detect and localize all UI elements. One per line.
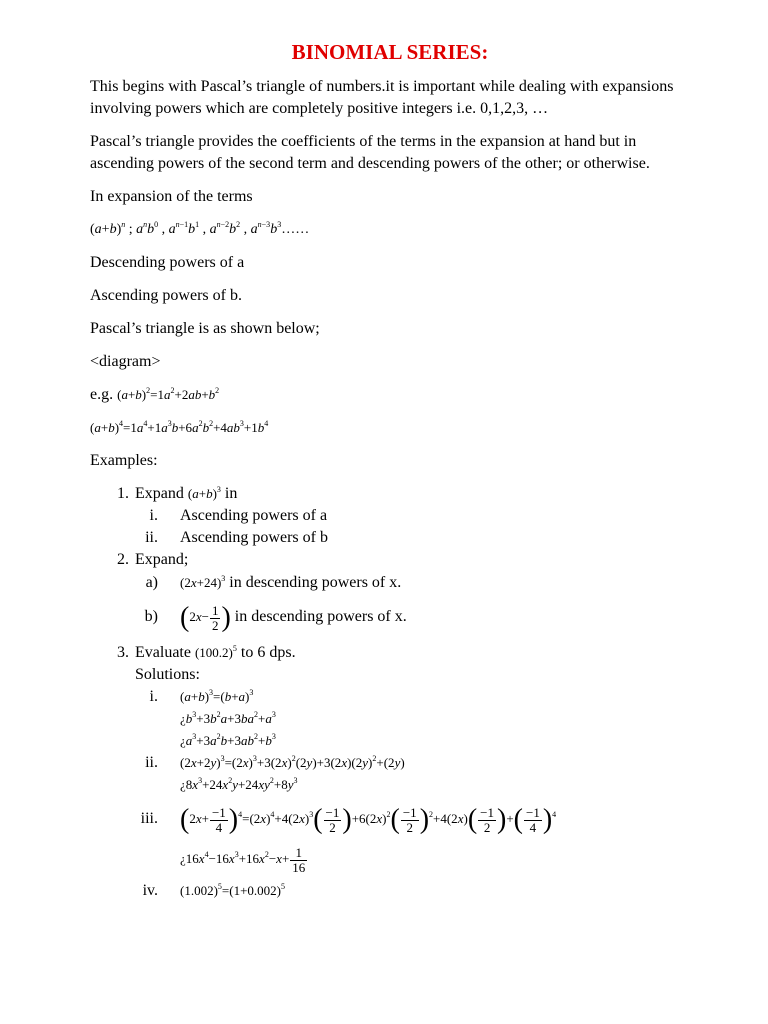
solution-ii-step: ¿$8x^3+24x^2y+24xy^2+8y^3$ <box>180 776 298 792</box>
solutions-list <box>90 686 690 902</box>
pascal-paragraph: Pascal’s triangle provides the coefficients of the terms in the expansion at hand but in ascending powers of the second term and descending powers of the other; or otherwise. <box>90 133 650 172</box>
document-page <box>90 38 690 902</box>
list-item: a) $(2x+24)^3$ in descending powers of x. <box>145 574 402 591</box>
descending-note: Descending powers of a <box>90 254 245 271</box>
examples-heading: Examples: <box>90 452 158 469</box>
list-item: b) (2x− $\frac{1}{2}$ ) in descending powers of x. <box>144 602 407 633</box>
examples-list <box>90 483 690 902</box>
solution-iii-step: ¿$16x^4-16x^3+16x^2-x+$ $\frac{1}{16}$ <box>180 844 306 875</box>
triangle-note: Pascal’s triangle is as shown below; <box>90 320 320 337</box>
diagram-placeholder: <diagram> <box>90 353 161 370</box>
solution-iv: iv. $(1.002)^5=(1+0.002)^5$ <box>142 882 285 899</box>
example-expansion-fourth: $(a+b)^4=1a^4+1a^3b+6a^2b^2+4ab^3+1b^4$ <box>90 419 269 435</box>
page-title: BINOMIAL SERIES: <box>291 40 489 64</box>
list-item: 1. Expand $(a+b)^3$ in <box>117 485 238 502</box>
list-item: ii. Ascending powers of b <box>145 529 328 546</box>
solution-i-step: ¿$a^3+3a^2b+3ab^2+b^3$ <box>180 732 276 748</box>
ascending-note: Ascending powers of b. <box>90 287 242 304</box>
general-terms-formula: $(a+b)^n$ ; $a^nb^0$ , $a^{n-1}b^1$ , $a^{n-2}b^2$ , $a^{n-3}b^3\dots\dots$ <box>90 220 310 237</box>
example-expansion-square: e.g. $(a+b)^2=1a^2+2ab+b^2$ <box>90 386 220 403</box>
expansion-intro: In expansion of the terms <box>90 188 253 205</box>
list-item: 3. Evaluate $(100.2)^5$ to 6 dps. <box>117 644 296 661</box>
intro-paragraph: This begins with Pascal’s triangle of numbers.it is important while dealing with expansions involving powers which are completely positive integers i.e. 0,1,2,3, … <box>90 78 674 117</box>
list-item: 2. Expand; <box>117 551 189 568</box>
list-item: i. Ascending powers of a <box>149 507 328 524</box>
solution-i: i. $(a+b)^3=(b+a)^3$ <box>149 688 254 705</box>
list-item: Solutions: <box>135 666 200 683</box>
solution-i-step: ¿$b^3+3b^2a+3ba^2+a^3$ <box>180 710 276 726</box>
solution-iii: iii. (2x+ $\frac{-1}{4}$ )$^4=(2x)^4+4(2x)^3$( $\frac{-1}{2}$ )$+6(2x)^2$( $\frac{-1}{2}$ )$^2$+4(2x)( $\frac{-1}{2}$ )+( $\frac{-1}{4}$ )$^4$ <box>140 804 557 835</box>
solution-ii: ii. $(2x+2y)^3=(2x)^3+3(2x)^2(2y)+3(2x)(2y)^2+(2y)$ <box>145 754 405 771</box>
